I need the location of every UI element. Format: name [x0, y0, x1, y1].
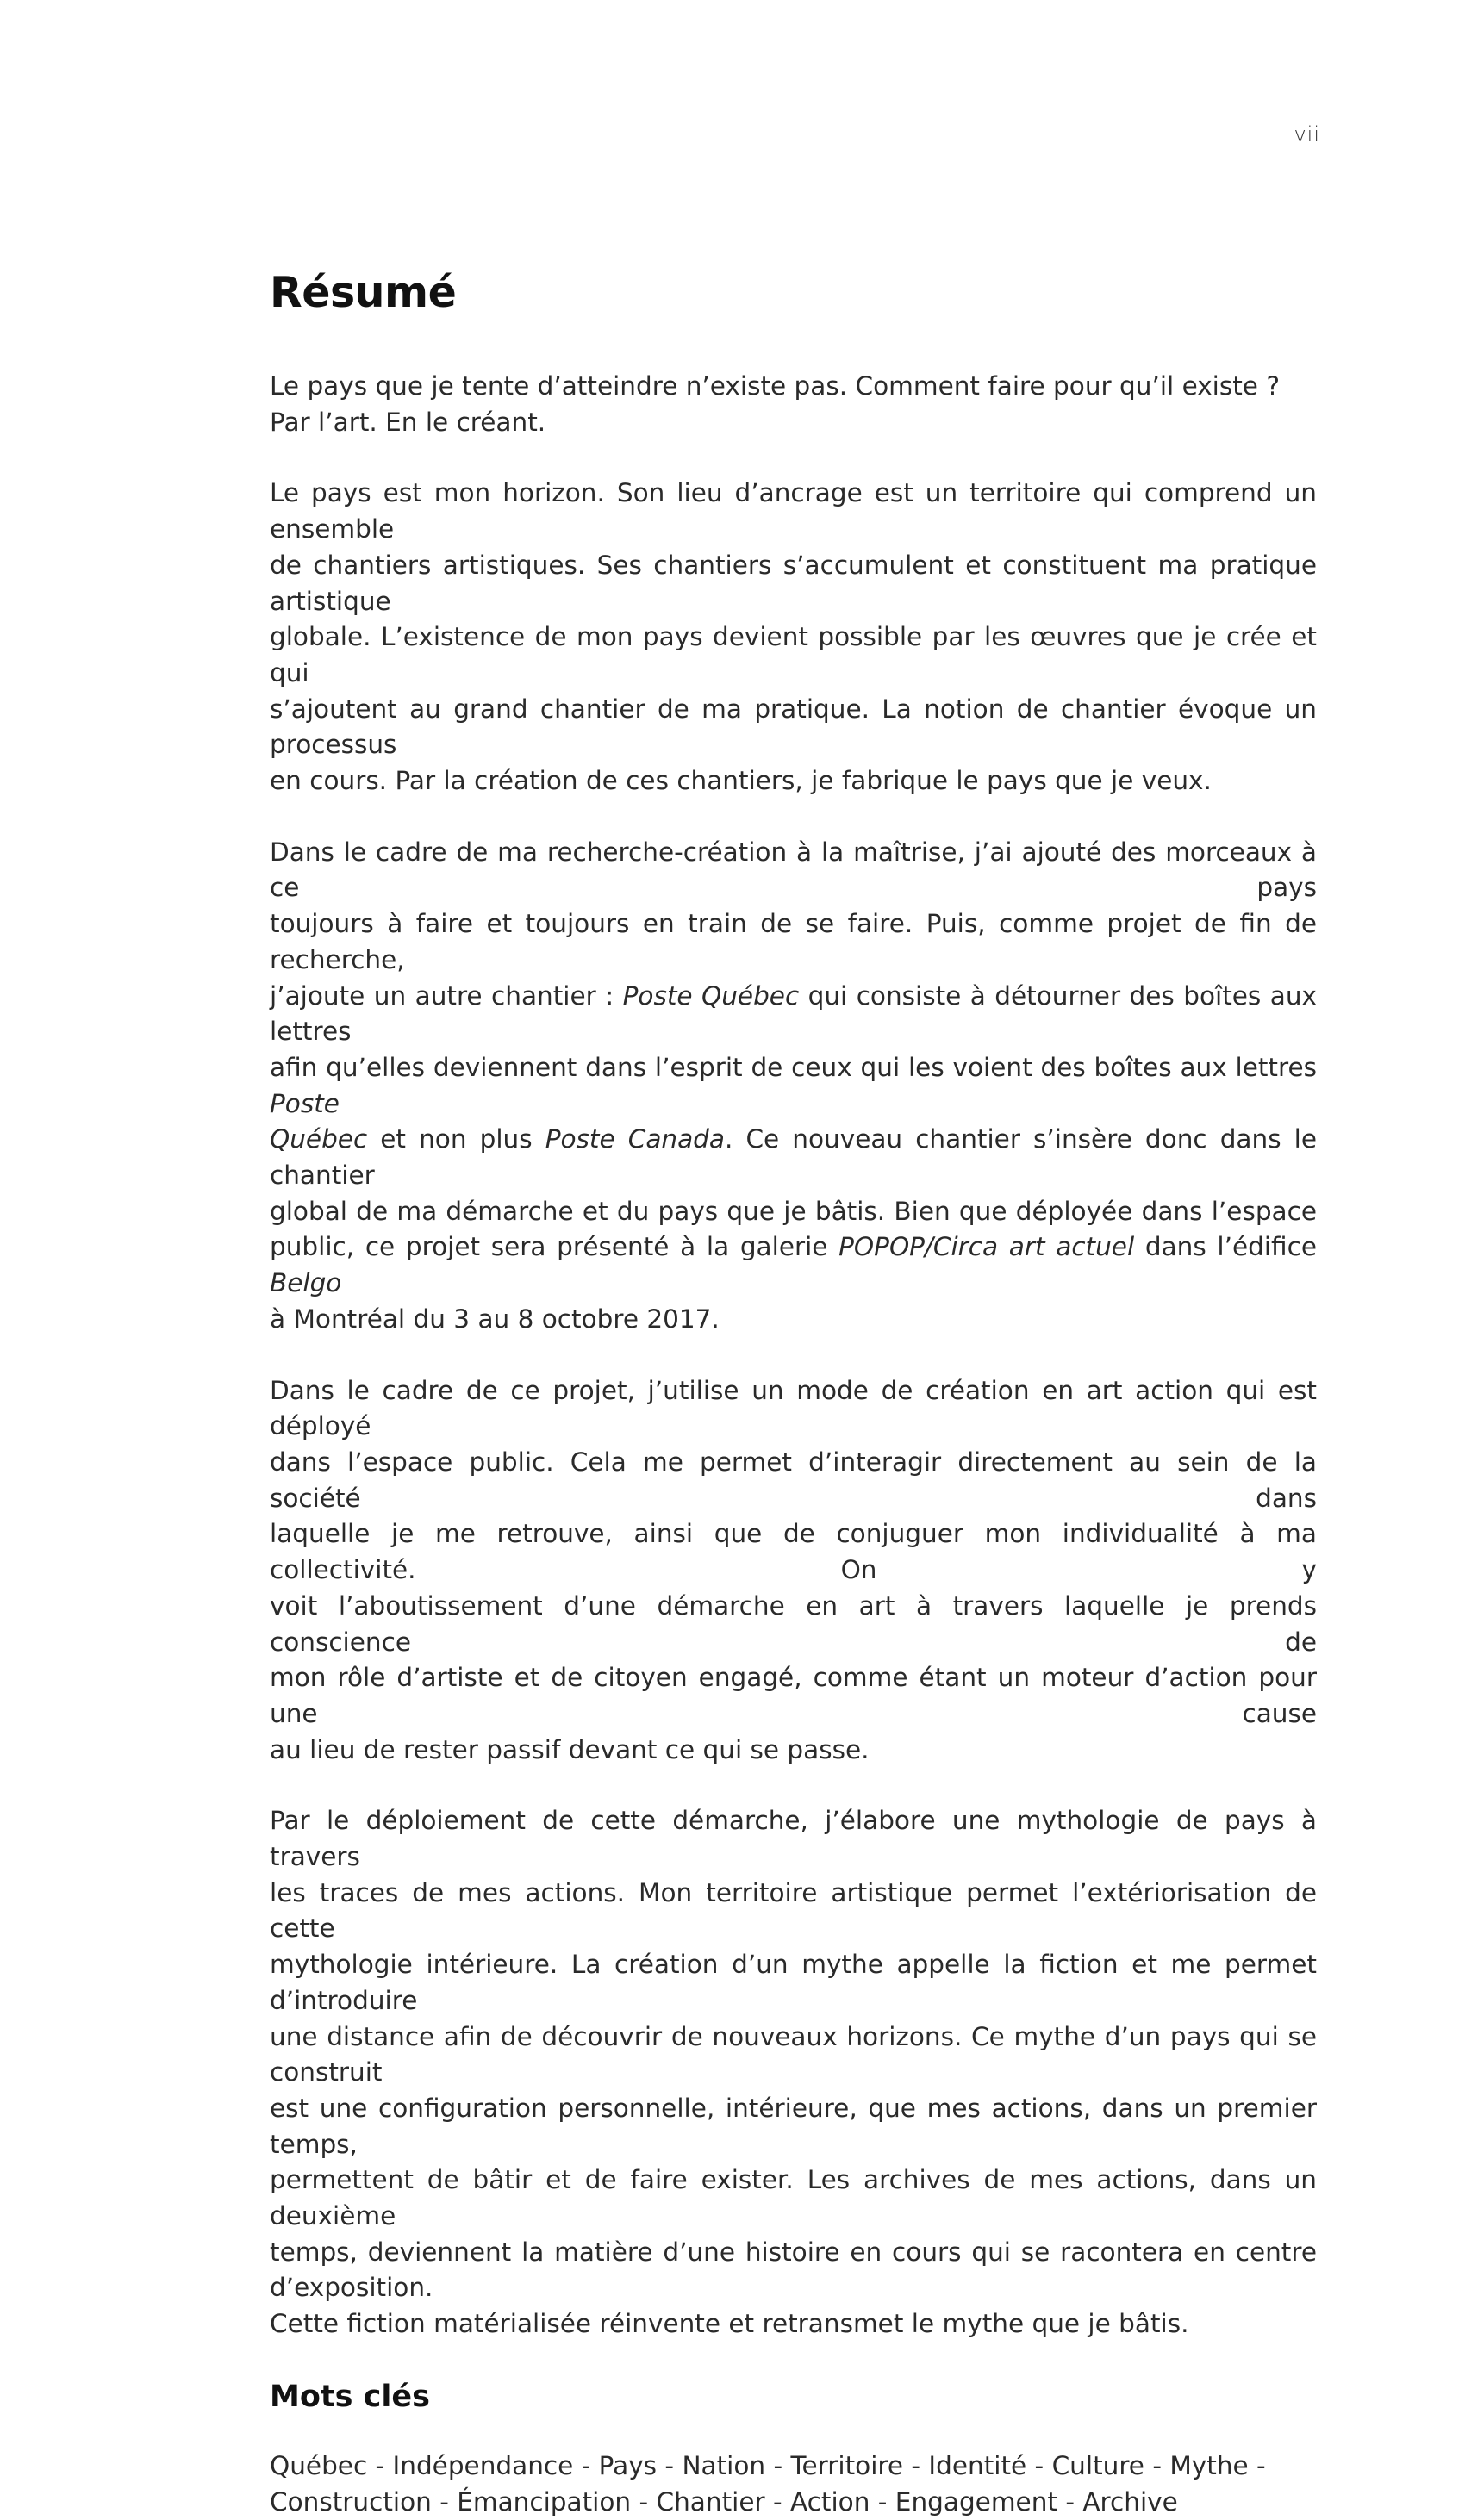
text-run: et non plus — [367, 1124, 545, 1154]
text-run: afin qu’elles deviennent dans l’esprit de ceux qui les voient des boîtes aux lettres — [270, 1052, 1317, 1082]
paragraph-line — [270, 1122, 1317, 1193]
building-name: Belgo — [270, 1268, 342, 1298]
page-number: vii — [1294, 122, 1320, 146]
paragraph-line: s’ajoutent au grand chantier de ma pratique. La notion de chantier évoque un processus — [270, 694, 1317, 760]
document-body — [270, 267, 1317, 2520]
paragraph-line: de chantiers artistiques. Ses chantiers s’accumulent et constituent ma pratique artistique — [270, 550, 1317, 616]
paragraph-line: Le pays que je tente d’atteindre n’existe pas. Comment faire pour qu’il existe ? — [270, 371, 1280, 401]
paragraph-line: à Montréal du 3 au 8 octobre 2017. — [270, 1304, 720, 1334]
paragraph-line: globale. L’existence de mon pays devient possible par les œuvres que je crée et qui — [270, 622, 1317, 688]
paragraph-line: Dans le cadre de ce projet, j’utilise un mode de création en art action qui est déployé — [270, 1375, 1317, 1441]
keywords-line: Québec - Indépendance - Pays - Nation - Territoire - Identité - Culture - Mythe - — [270, 2450, 1266, 2480]
paragraph-2 — [270, 476, 1317, 799]
paragraph-line: Cette fiction matérialisée réinvente et retransmet le mythe que je bâtis. — [270, 2309, 1189, 2339]
paragraph-line: Par le déploiement de cette démarche, j’élabore une mythologie de pays à travers — [270, 1806, 1317, 1872]
institution-name: Poste Canada — [545, 1124, 725, 1154]
paragraph-line — [270, 979, 1317, 1050]
project-name: Québec — [270, 1124, 368, 1154]
project-name: Poste — [270, 1088, 340, 1118]
paragraph-line: en cours. Par la création de ces chantiers, je fabrique le pays que je veux. — [270, 766, 1212, 796]
project-name: Poste Québec — [622, 980, 800, 1011]
paragraph-line — [270, 1229, 1317, 1301]
paragraph-3 — [270, 835, 1317, 1338]
keywords-list — [270, 2448, 1317, 2520]
paragraph-line: toujours à faire et toujours en train de se faire. Puis, comme projet de fin de recherche, — [270, 909, 1317, 974]
paragraph-line: mythologie intérieure. La création d’un mythe appelle la fiction et me permet d’introduire — [270, 1950, 1317, 2015]
keywords-line: Construction - Émancipation - Chantier - Action - Engagement - Archive — [270, 2486, 1178, 2517]
gallery-name: POPOP/Circa art actuel — [838, 1232, 1135, 1262]
paragraph-line: au lieu de rester passif devant ce qui se passe. — [270, 1734, 870, 1764]
paragraph-line: les traces de mes actions. Mon territoire artistique permet l’extériorisation de cette — [270, 1877, 1317, 1944]
text-run: dans l’édifice — [1134, 1232, 1317, 1262]
text-run: qui consiste à détourner des boîtes aux lettres — [270, 980, 1317, 1047]
paragraph-line: laquelle je me retrouve, ainsi que de conjuguer mon individualité à ma collectivité. On y — [270, 1519, 1317, 1585]
paragraph-line: une distance afin de découvrir de nouveaux horizons. Ce mythe d’un pays qui se construit — [270, 2021, 1317, 2088]
keywords-heading: Mots clés — [270, 2379, 430, 2414]
paragraph-line: temps, deviennent la matière d’une histoire en cours qui se racontera en centre d’exposition. — [270, 2237, 1317, 2303]
text-run: . Ce nouveau chantier s’insère donc dans le chantier — [270, 1124, 1318, 1191]
paragraph-1 — [270, 369, 1317, 440]
page-title: Résumé — [270, 268, 457, 317]
paragraph-line: Le pays est mon horizon. Son lieu d’ancrage est un territoire qui comprend un ensemble — [270, 478, 1317, 544]
paragraph-5 — [270, 1803, 1317, 2343]
paragraph-line: dans l’espace public. Cela me permet d’interagir directement au sein de la société dans — [270, 1447, 1317, 1513]
text-run: j’ajoute un autre chantier : — [270, 980, 623, 1011]
paragraph-line: global de ma démarche et du pays que je bâtis. Bien que déployée dans l’espace — [270, 1196, 1317, 1226]
text-run: public, ce projet sera présenté à la galerie — [270, 1232, 839, 1262]
paragraph-line — [270, 1050, 1317, 1122]
paragraph-line: voit l’aboutissement d’une démarche en art à travers laquelle je prends conscience de — [270, 1590, 1317, 1657]
paragraph-4 — [270, 1373, 1317, 1769]
paragraph-line: Dans le cadre de ma recherche-création à la maîtrise, j’ai ajouté des morceaux à ce pays — [270, 837, 1317, 903]
paragraph-line: Par l’art. En le créant. — [270, 407, 546, 437]
paragraph-line: mon rôle d’artiste et de citoyen engagé, comme étant un moteur d’action pour une cause — [270, 1663, 1317, 1728]
paragraph-line: est une configuration personnelle, intérieure, que mes actions, dans un premier temps, — [270, 2093, 1317, 2159]
paragraph-line: permettent de bâtir et de faire exister. Les archives de mes actions, dans un deuxième — [270, 2165, 1317, 2231]
